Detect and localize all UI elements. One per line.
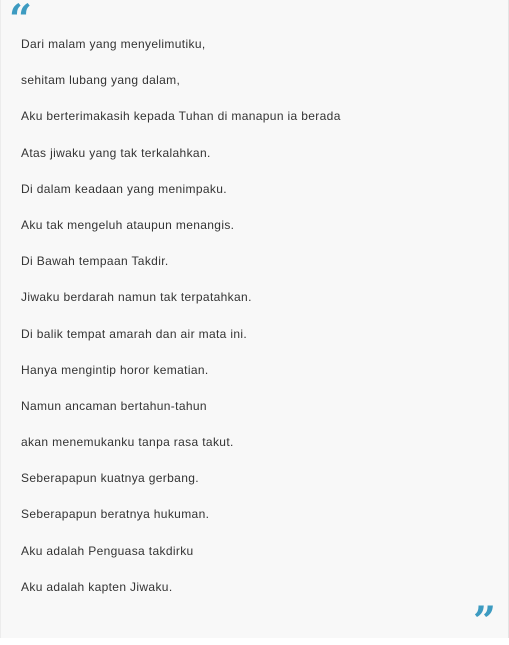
poem-line: Hanya mengintip horor kematian. [21, 362, 209, 377]
poem-line: Di dalam keadaan yang menimpaku. [21, 181, 227, 196]
poem-lines [21, 36, 341, 615]
poem-line: Aku tak mengeluh ataupun menangis. [21, 217, 235, 232]
poem-line: Aku berterimakasih kepada Tuhan di manapun ia berada [21, 109, 341, 124]
open-quote-icon: “ [9, 0, 33, 43]
poem-line: Jiwaku berdarah namun tak terpatahkan. [21, 290, 252, 305]
poem-line: Di Bawah tempaan Takdir. [21, 254, 169, 269]
poem-line: Aku adalah Penguasa takdirku [21, 543, 194, 558]
close-quote-icon: ” [472, 598, 496, 645]
poem-line: Seberapapun kuatnya gerbang. [21, 471, 199, 486]
poem-line: Di balik tempat amarah dan air mata ini. [21, 326, 248, 341]
poem-line: akan menemukanku tanpa rasa takut. [21, 435, 234, 450]
poem-line: sehitam lubang yang dalam, [21, 73, 181, 88]
poem-line: Seberapapun beratnya hukuman. [21, 507, 210, 522]
poem-line: Aku adalah kapten Jiwaku. [21, 579, 173, 594]
poem-line: Dari malam yang menyelimutiku, [21, 37, 206, 51]
poem-line: Atas jiwaku yang tak terkalahkan. [21, 145, 211, 160]
poem-line: Namun ancaman bertahun-tahun [21, 398, 207, 413]
